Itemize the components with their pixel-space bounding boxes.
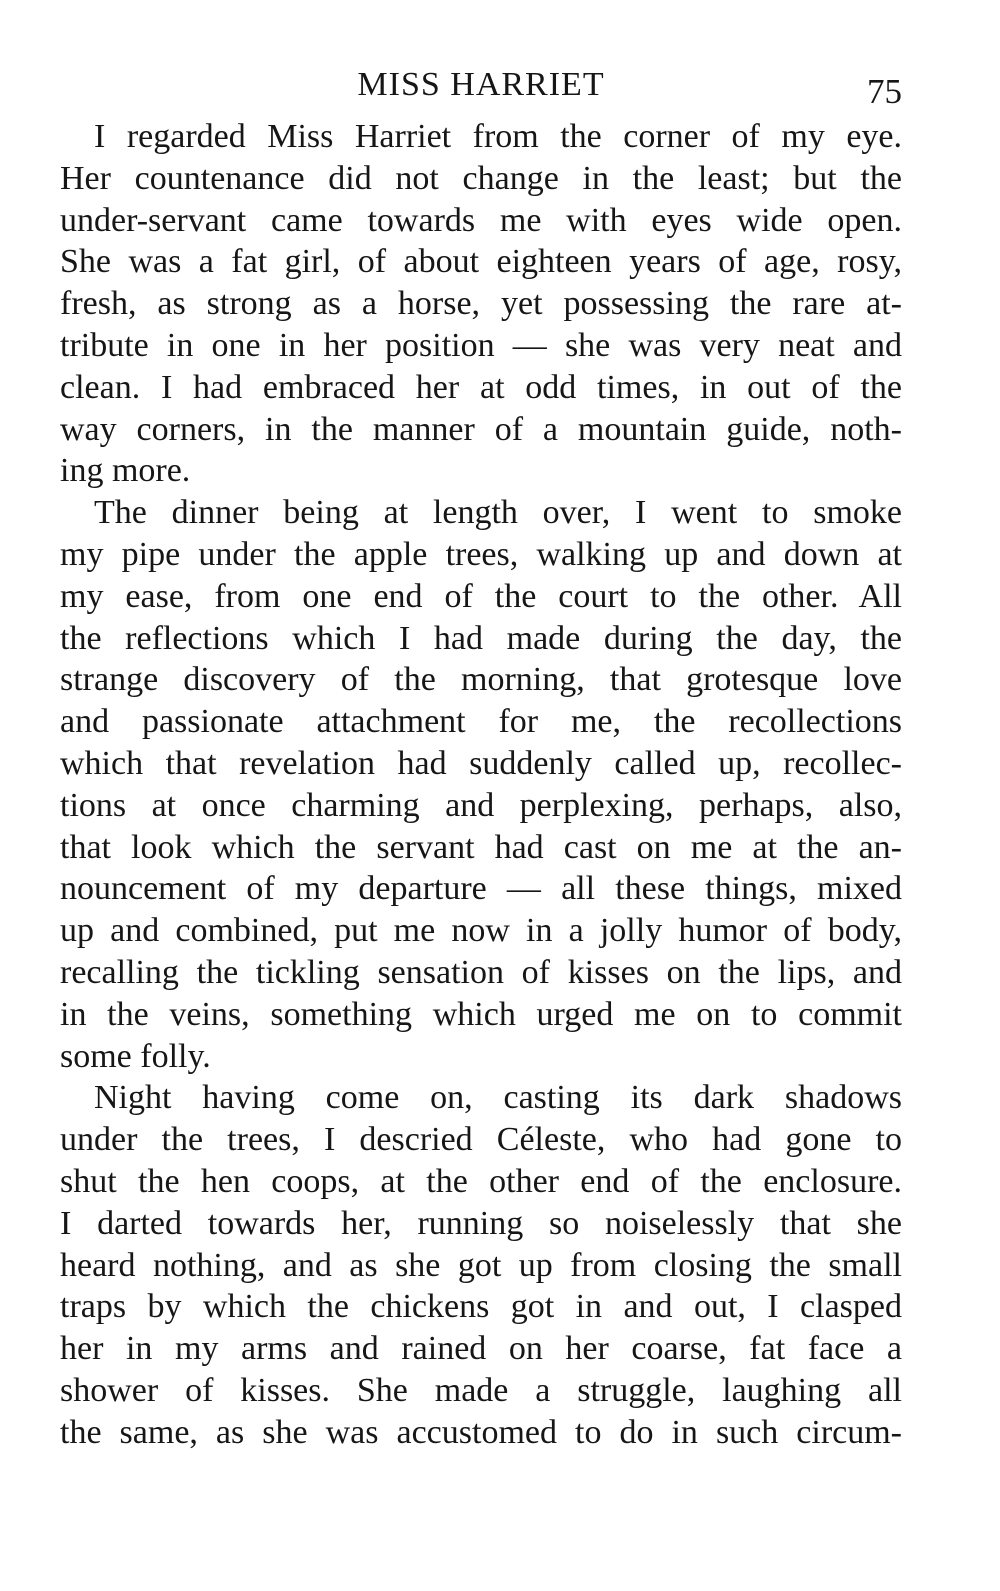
text-line: Her countenance did not change in the least; but the — [60, 159, 902, 197]
text-line: Night having come on, casting its dark shadows — [94, 1079, 902, 1117]
text-line: nouncement of my departure — all these things, mixed — [60, 870, 902, 908]
text-line: some folly. — [60, 1037, 211, 1075]
text-line: She was a fat girl, of about eighteen years of age, rosy, — [60, 243, 902, 281]
page-number: 75 — [867, 72, 902, 111]
text-line: fresh, as strong as a horse, yet possessing the rare at- — [60, 285, 902, 323]
text-line: clean. I had embraced her at odd times, in out of the — [60, 368, 902, 406]
paragraph-2 — [60, 492, 902, 1077]
text-line: and passionate attachment for me, the recollections — [60, 703, 902, 741]
text-line: tions at once charming and perplexing, perhaps, also, — [60, 786, 902, 824]
text-line: that look which the servant had cast on me at the an- — [60, 828, 902, 866]
text-line: recalling the tickling sensation of kisses on the lips, and — [60, 953, 902, 991]
book-page — [60, 60, 902, 1454]
text-line: I regarded Miss Harriet from the corner of my eye. — [94, 118, 902, 155]
paragraph-3 — [60, 1077, 902, 1453]
text-line: my pipe under the apple trees, walking up and down at — [60, 535, 902, 573]
text-line: way corners, in the manner of a mountain guide, noth- — [60, 410, 902, 448]
text-line: The dinner being at length over, I went to smoke — [94, 494, 902, 532]
running-head — [60, 60, 902, 116]
text-line: the same, as she was accustomed to do in such circum- — [60, 1413, 902, 1451]
text-line: strange discovery of the morning, that grotesque love — [60, 661, 902, 699]
text-line: heard nothing, and as she got up from closing the small — [60, 1246, 902, 1284]
text-line: tribute in one in her position — she was very neat and — [60, 326, 902, 364]
running-title: MISS HARRIET — [357, 66, 605, 103]
text-line: up and combined, put me now in a jolly humor of body, — [60, 912, 902, 950]
paragraph-1 — [60, 116, 902, 492]
text-line: the reflections which I had made during the day, the — [60, 619, 902, 657]
text-line: in the veins, something which urged me on to commit — [60, 995, 902, 1033]
text-line: under the trees, I descried Céleste, who had gone to — [60, 1121, 902, 1159]
body-text — [60, 116, 902, 1454]
text-line: shower of kisses. She made a struggle, laughing all — [60, 1371, 902, 1409]
text-line: which that revelation had suddenly called up, recollec- — [60, 744, 902, 782]
text-line: my ease, from one end of the court to the other. All — [60, 577, 902, 615]
text-line: shut the hen coops, at the other end of the enclosure. — [60, 1162, 902, 1200]
text-line: her in my arms and rained on her coarse, fat face a — [60, 1330, 902, 1368]
text-line: under-servant came towards me with eyes wide open. — [60, 201, 902, 239]
text-line: I darted towards her, running so noiselessly that she — [60, 1204, 902, 1242]
text-line: traps by which the chickens got in and out, I clasped — [60, 1288, 902, 1326]
text-line: ing more. — [60, 452, 191, 490]
